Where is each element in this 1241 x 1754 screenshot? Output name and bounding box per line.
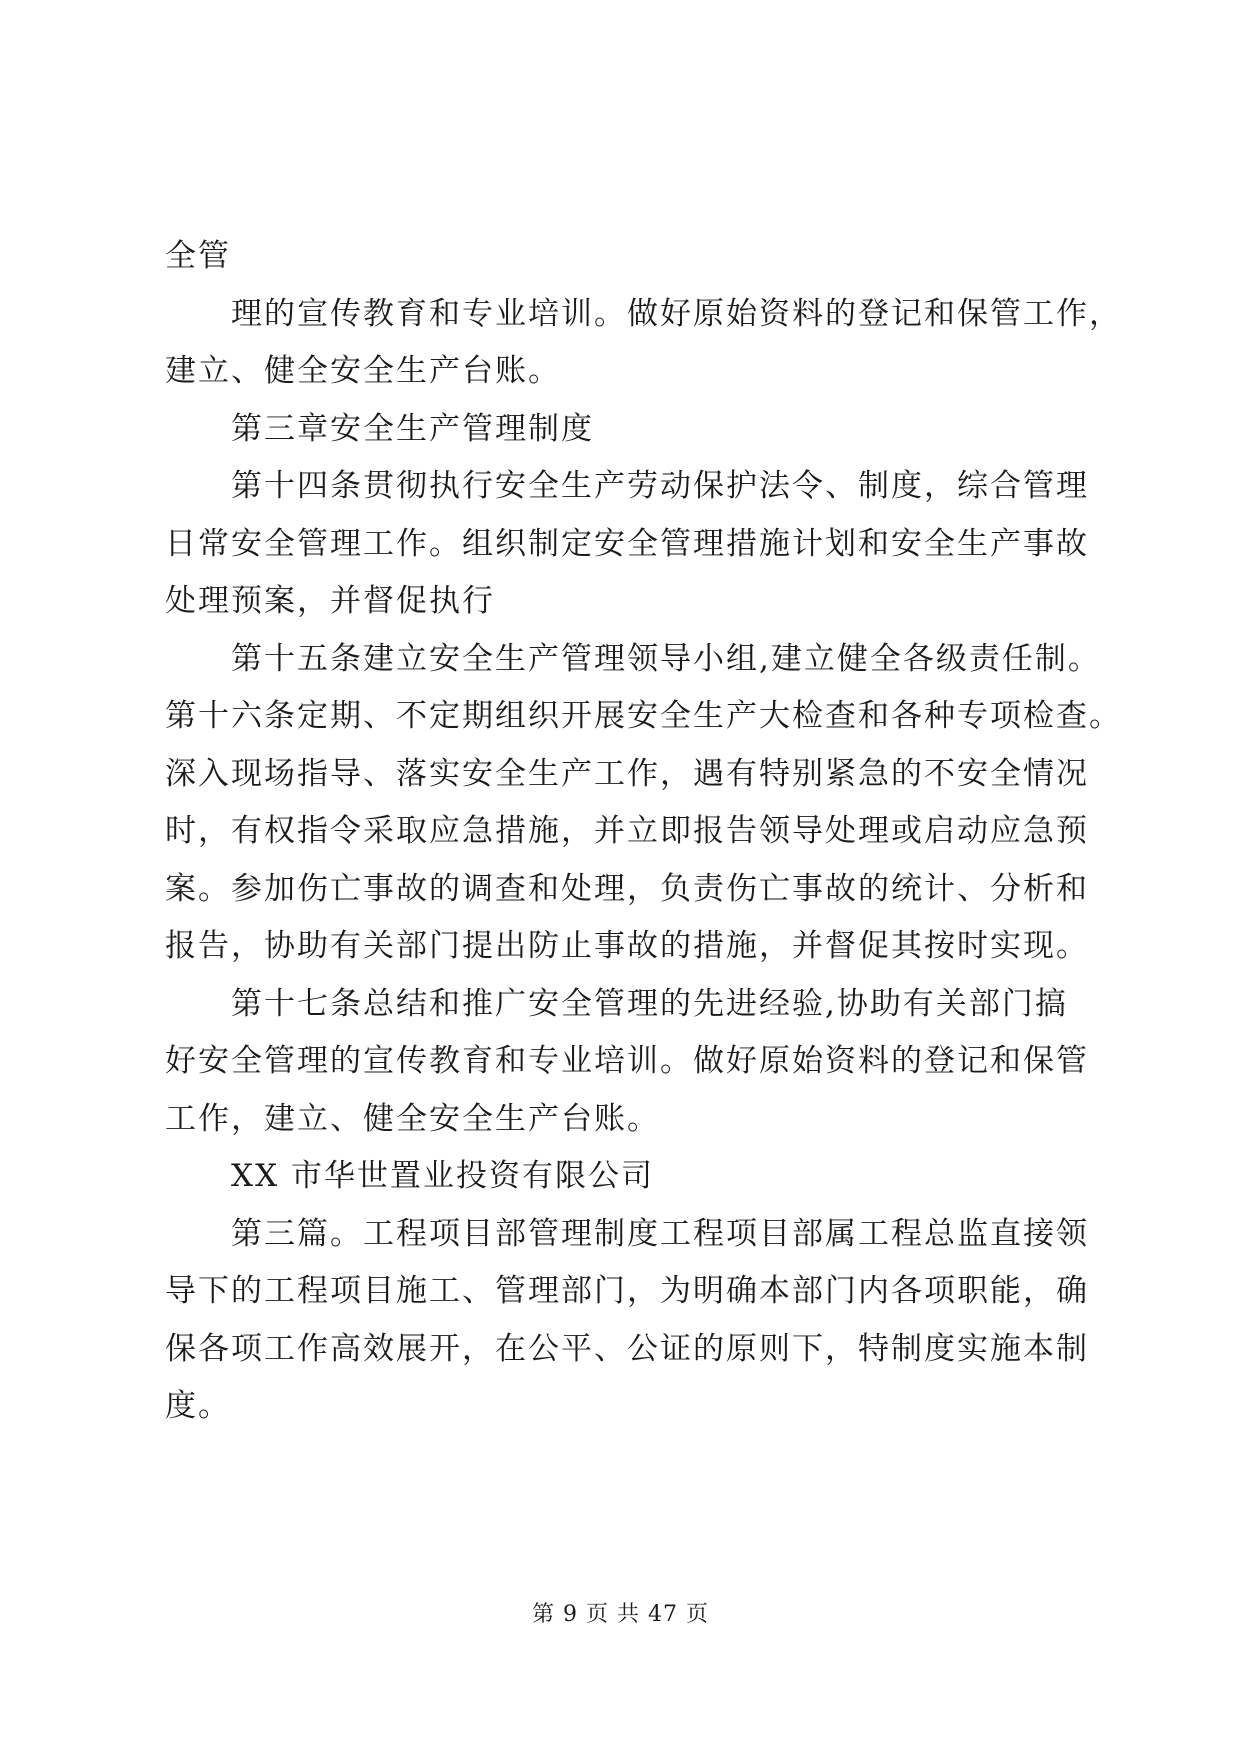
chapter-heading: 第三章安全生产管理制度 [231, 410, 594, 447]
text-line: 保各项工作高效展开，在公平、公证的原则下，特制度实施本制 [165, 1330, 1089, 1367]
text-line: 好安全管理的宣传教育和专业培训。做好原始资料的登记和保管 [165, 1043, 1089, 1079]
text-line: 第十四条贯彻执行安全生产劳动保护法令、制度，综合管理 [231, 468, 1089, 504]
text-line: 第十六条定期、不定期组织开展安全生产大检查和各种专项检查。 [165, 698, 1122, 734]
text-line: 第三篇。工程项目部管理制度工程项目部属工程总监直接领 [231, 1215, 1089, 1252]
text-line: 报告，协助有关部门提出防止事故的措施，并督促其按时实现。 [165, 928, 1089, 964]
text-line: 深入现场指导、落实安全生产工作，遇有特别紧急的不安全情况 [165, 755, 1089, 792]
document-body [165, 228, 1125, 1436]
page-number-footer: 第 9 页 共 47 页 [532, 1602, 709, 1627]
text-line: 日常安全管理工作。组织制定安全管理措施计划和安全生产事故 [165, 525, 1089, 562]
text-line: 建立、健全安全生产台账。 [165, 353, 561, 389]
company-name: XX 市华世置业投资有限公司 [231, 1158, 654, 1194]
text-line: 工作，建立、健全安全生产台账。 [165, 1100, 660, 1137]
text-line: 导下的工程项目施工、管理部门，为明确本部门内各项职能，确 [165, 1273, 1089, 1309]
text-line: 时，有权指令采取应急措施，并立即报告领导处理或启动应急预 [165, 813, 1089, 849]
text-line: 第十五条建立安全生产管理领导小组,建立健全各级责任制。 [231, 640, 1101, 677]
text-line: 案。参加伤亡事故的调查和处理，负责伤亡事故的统计、分析和 [165, 870, 1089, 907]
text-line: 第十七条总结和推广安全管理的先进经验,协助有关部门搞 [231, 985, 1068, 1022]
text-line: 理的宣传教育和专业培训。做好原始资料的登记和保管工作， [231, 295, 1122, 332]
text-line: 处理预案，并督促执行 [165, 583, 495, 619]
text-line: 度。 [165, 1388, 231, 1424]
text-line: 全管 [165, 238, 231, 274]
